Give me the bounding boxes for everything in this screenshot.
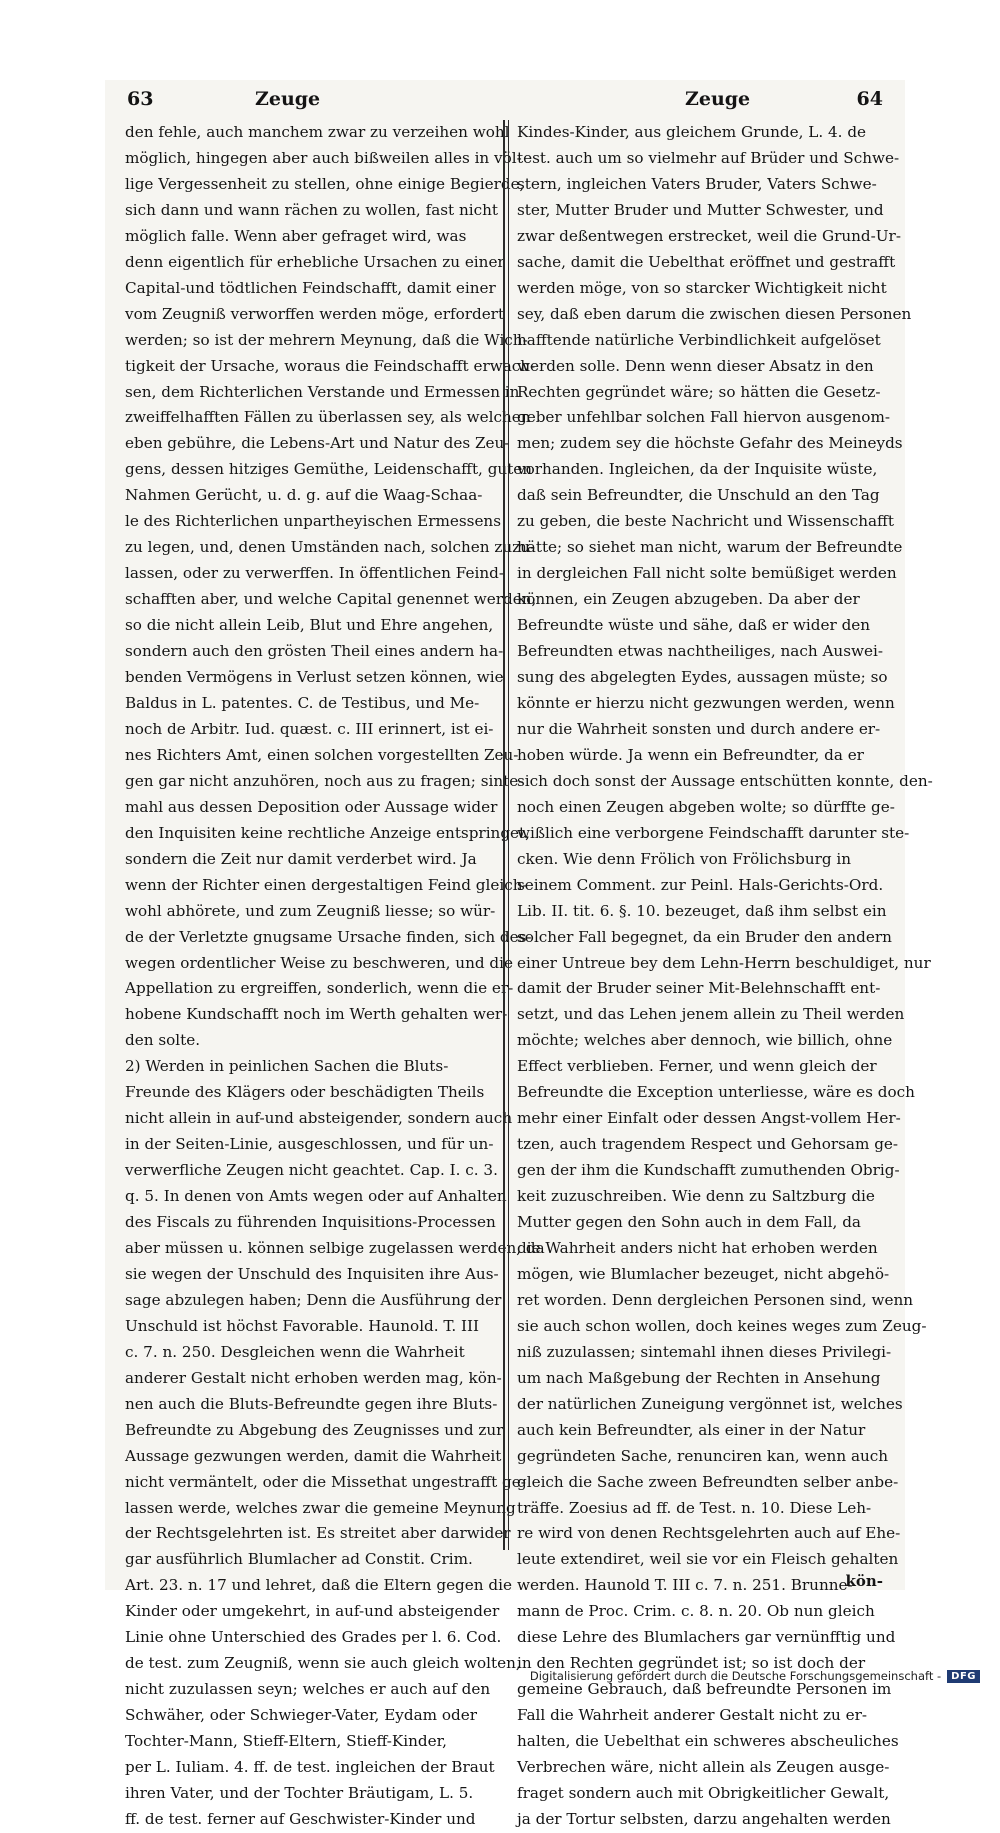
page-header [105, 88, 905, 122]
text-line: 2) Werden in peinlichen Sachen die Bluts- [125, 1057, 449, 1076]
text-line: Appellation zu ergreiffen, sonderlich, wenn die er- [125, 979, 514, 998]
text-line: nes Richters Amt, einen solchen vorgestellten Zeu- [125, 745, 519, 764]
text-line: daß sein Befreundter, die Unschuld an den Tag [517, 486, 880, 505]
text-line: werden; so ist der mehrern Meynung, daß die Wich- [125, 330, 528, 349]
text-line: Befreundte wüste und sähe, daß er wider den [517, 616, 871, 635]
text-line: die Wahrheit anders nicht hat erhoben werden [517, 1238, 878, 1257]
text-line: ster, Mutter Bruder und Mutter Schwester, und [517, 200, 884, 219]
text-line: gen gar nicht anzuhören, noch aus zu fragen; sinte- [125, 771, 524, 790]
text-line: Freunde des Klägers oder beschädigten Theils [125, 1083, 485, 1102]
text-line: Schwäher, oder Schwieger-Vater, Eydam oder [125, 1706, 477, 1725]
text-line: Befreundte zu Abgebung des Zeugnisses und zur [125, 1420, 504, 1439]
text-line: Aussage gezwungen werden, damit die Wahrheit [125, 1446, 502, 1465]
text-line: nicht allein in auf-und absteigender, sondern auch [125, 1109, 513, 1128]
text-line: in dergleichen Fall nicht solte bemüßiget werden [517, 564, 897, 583]
text-line: sie wegen der Unschuld des Inquisiten ihre Aus- [125, 1264, 499, 1283]
text-line: Linie ohne Unterschied des Grades per l. 6. Cod. [125, 1628, 502, 1647]
text-line: zu geben, die beste Nachricht und Wissenschafft [517, 512, 894, 531]
text-line: niß zuzulassen; sintemahl ihnen dieses Privilegi- [517, 1342, 892, 1361]
text-line: möglich, hingegen aber auch bißweilen alles in völ- [125, 148, 522, 167]
text-line: lige Vergessenheit zu stellen, ohne einige Begierde, [125, 174, 525, 193]
text-line: schafften aber, und welche Capital genennet werden, [125, 590, 537, 609]
text-line: zu legen, und, denen Umständen nach, solchen zuzu- [125, 538, 536, 557]
text-line: keit zuzuschreiben. Wie denn zu Saltzburg die [517, 1187, 875, 1206]
text-line: träffe. Zoesius ad ff. de Test. n. 10. Diese Leh- [517, 1498, 872, 1517]
text-line: der natürlichen Zuneigung vergönnet ist, welches [517, 1394, 903, 1413]
text-line: sen, dem Richterlichen Verstande und Ermessen in [125, 382, 520, 401]
text-line: ff. de test. ferner auf Geschwister-Kinder und [125, 1809, 476, 1828]
text-line: Baldus in L. patentes. C. de Testibus, und Me- [125, 693, 480, 712]
text-line: damit der Bruder seiner Mit-Belehnschafft ent- [517, 979, 881, 998]
text-line: Effect verblieben. Ferner, und wenn gleich der [517, 1057, 877, 1076]
text-line: sache, damit die Uebelthat eröffnet und gestrafft [517, 252, 896, 271]
text-line: gens, dessen hitziges Gemüthe, Leidenschafft, guten [125, 460, 533, 479]
text-line: möglich falle. Wenn aber gefraget wird, was [125, 226, 467, 245]
text-line: nur die Wahrheit sonsten und durch andere er- [517, 719, 881, 738]
text-line: lassen werde, welches zwar die gemeine Meynung [125, 1498, 516, 1517]
text-line: nicht zuzulassen seyn; welches er auch auf den [125, 1680, 491, 1699]
text-line: sondern auch den grösten Theil eines andern ha- [125, 642, 504, 661]
text-line: noch einen Zeugen abgeben wolte; so dürffte ge- [517, 797, 895, 816]
text-line: hobene Kundschafft noch im Werth gehalten wer- [125, 1005, 508, 1024]
left-text-column [125, 120, 545, 1828]
text-line: hätte; so siehet man nicht, warum der Befreundte [517, 538, 903, 557]
digitization-credit [530, 1669, 980, 1683]
text-line: solcher Fall begegnet, da ein Bruder den andern [517, 927, 892, 946]
text-line: in der Seiten-Linie, ausgeschlossen, und für un- [125, 1135, 494, 1154]
column-divider [503, 120, 509, 1550]
credit-text: Digitalisierung gefördert durch die Deutsche Forschungsgemeinschaft - [529, 1669, 942, 1683]
text-line: sich dann und wann rächen zu wollen, fast nicht [125, 200, 499, 219]
text-line: leute extendiret, weil sie vor ein Fleisch gehalten [517, 1550, 899, 1569]
text-line: könnte er hierzu nicht gezwungen werden, wenn [517, 693, 895, 712]
text-line: werden solle. Denn wenn dieser Absatz in den [517, 356, 874, 375]
text-line: Befreundte die Exception unterliesse, wäre es doch [517, 1083, 915, 1102]
text-line: seinem Comment. zur Peinl. Hals-Gerichts-Ord. [517, 875, 884, 894]
text-line: mann de Proc. Crim. c. 8. n. 20. Ob nun gleich [517, 1602, 875, 1621]
text-line: den solte. [125, 1031, 201, 1050]
text-line: gar ausführlich Blumlacher ad Constit. Crim. [125, 1550, 473, 1569]
text-line: zweiffelhafften Fällen zu überlassen sey, als welchen [125, 408, 531, 427]
text-line: Befreundten etwas nachtheiliges, nach Auswei- [517, 642, 883, 661]
running-title-left: Zeuge [255, 88, 321, 110]
text-line: der Rechtsgelehrten ist. Es streitet aber darwider [125, 1524, 511, 1543]
text-line: Rechten gegründet wäre; so hätten die Gesetz- [517, 382, 881, 401]
text-line: wißlich eine verborgene Feindschafft darunter ste- [517, 823, 910, 842]
text-line: aber müssen u. können selbige zugelassen werden, da [125, 1238, 545, 1257]
text-line: gemeine Gebrauch, daß befreundte Personen im [517, 1680, 892, 1699]
text-line: vorhanden. Ingleichen, da der Inquisite wüste, [517, 460, 878, 479]
text-line: ret worden. Denn dergleichen Personen sind, wenn [517, 1290, 914, 1309]
text-line: mahl aus dessen Deposition oder Aussage wider [125, 797, 498, 816]
running-title-right: Zeuge [685, 88, 751, 110]
text-line: sung des abgelegten Eydes, aussagen müste; so [517, 668, 888, 687]
text-line: vom Zeugniß verworffen werden möge, erfordert [125, 304, 505, 323]
text-line: ja der Tortur selbsten, darzu angehalten werden [517, 1809, 891, 1828]
text-line: le des Richterlichen unpartheyischen Ermessens [125, 512, 502, 531]
text-line: per L. Iuliam. 4. ff. de test. ingleichen der Braut [125, 1758, 495, 1777]
text-line: den Inquisiten keine rechtliche Anzeige entspringet, [125, 823, 530, 842]
text-line: gleich die Sache zween Befreundten selber anbe- [517, 1472, 899, 1491]
text-line: anderer Gestalt nicht erhoben werden mag, kön- [125, 1368, 502, 1387]
text-line: geber unfehlbar solchen Fall hiervon ausgenom- [517, 408, 890, 427]
text-line: test. auch um so vielmehr auf Brüder und Schwe- [517, 148, 900, 167]
text-line: um nach Maßgebung der Rechten in Ansehung [517, 1368, 881, 1387]
text-line: tigkeit der Ursache, woraus die Feindschafft erwach- [125, 356, 536, 375]
text-line: setzt, und das Lehen jenem allein zu Theil werden [517, 1005, 905, 1024]
text-line: werden. Haunold T. III c. 7. n. 251. Brunne- [517, 1576, 853, 1595]
text-line: wegen ordentlicher Weise zu beschweren, und die [125, 953, 513, 972]
text-line: Kindes-Kinder, aus gleichem Grunde, L. 4. de [517, 123, 867, 141]
text-line: noch de Arbitr. Iud. quæst. c. III erinnert, ist ei- [125, 719, 494, 738]
dfg-logo: DFG [947, 1670, 980, 1683]
text-line: re wird von denen Rechtsgelehrten auch auf Ehe- [517, 1524, 901, 1543]
text-line: Nahmen Gerücht, u. d. g. auf die Waag-Schaa- [125, 486, 483, 505]
text-line: Mutter gegen den Sohn auch in dem Fall, da [517, 1213, 861, 1232]
catchword: kön- [845, 1572, 883, 1590]
text-line: stern, ingleichen Vaters Bruder, Vaters Schwe- [517, 174, 877, 193]
text-line: tzen, auch tragendem Respect und Gehorsam ge- [517, 1135, 899, 1154]
text-line: wohl abhörete, und zum Zeugniß liesse; so wür- [125, 901, 496, 920]
text-line: Lib. II. tit. 6. §. 10. bezeuget, daß ihm selbst ein [517, 901, 887, 920]
text-line: können, ein Zeugen abzugeben. Da aber der [517, 590, 860, 609]
text-line: des Fiscals zu führenden Inquisitions-Processen [125, 1213, 496, 1232]
text-line: Unschuld ist höchst Favorable. Haunold. T. III [125, 1316, 479, 1335]
text-line: halten, die Uebelthat ein schweres abscheuliches [517, 1732, 899, 1751]
text-line: werden möge, von so starcker Wichtigkeit nicht [517, 278, 887, 297]
text-line: cken. Wie denn Frölich von Frölichsburg in [517, 849, 852, 868]
text-line: sie auch schon wollen, doch keines weges zum Zeug- [517, 1316, 927, 1335]
text-line: gen der ihm die Kundschafft zumuthenden Obrig- [517, 1161, 900, 1180]
text-line: gegründeten Sache, renunciren kan, wenn auch [517, 1446, 889, 1465]
text-line: lassen, oder zu verwerffen. In öffentlichen Feind- [125, 564, 504, 583]
text-line: mögen, wie Blumlacher bezeuget, nicht abgehö- [517, 1264, 890, 1283]
text-line: nicht vermäntelt, oder die Missethat ungestrafft ge- [125, 1472, 526, 1491]
text-line: de test. zum Zeugniß, wenn sie auch gleich wolten, [125, 1654, 521, 1673]
text-line: wenn der Richter einen dergestaltigen Feind gleich- [125, 875, 528, 894]
text-line: zwar deßentwegen erstrecket, weil die Grund-Ur- [517, 226, 901, 245]
text-line: Capital-und tödtlichen Feindschafft, damit einer [125, 278, 496, 297]
text-line: ihren Vater, und der Tochter Bräutigam, L. 5. [125, 1784, 474, 1802]
text-line: Verbrechen wäre, nicht allein als Zeugen ausge- [517, 1758, 890, 1777]
text-line: sondern die Zeit nur damit verderbet wird. Ja [125, 849, 477, 868]
text-line: q. 5. In denen von Amts wegen oder auf Anhalten [125, 1187, 507, 1206]
text-line: in den Rechten gegründet ist; so ist doch der [517, 1654, 866, 1673]
text-line: möchte; welches aber dennoch, wie billich, ohne [517, 1031, 893, 1050]
text-line: Art. 23. n. 17 und lehret, daß die Eltern gegen die [125, 1576, 512, 1595]
text-line: sey, daß eben darum die zwischen diesen Personen [517, 304, 912, 323]
page-number-right: 64 [856, 88, 883, 110]
text-line: de der Verletzte gnugsame Ursache finden, sich des- [125, 927, 532, 946]
text-line: fraget sondern auch mit Obrigkeitlicher Gewalt, [517, 1784, 890, 1802]
text-line: denn eigentlich für erhebliche Ursachen zu einer [125, 252, 505, 271]
text-line: verwerfliche Zeugen nicht geachtet. Cap. I. c. 3. [125, 1161, 498, 1180]
text-line: sage abzulegen haben; Denn die Ausführung der [125, 1290, 502, 1309]
text-line: sich doch sonst der Aussage entschütten konnte, den- [517, 771, 933, 790]
text-line: diese Lehre des Blumlachers gar vernünfftig und [517, 1628, 896, 1647]
text-line: hoben würde. Ja wenn ein Befreundter, da er [517, 745, 864, 764]
text-line: hafftende natürliche Verbindlichkeit aufgelöset [517, 330, 881, 349]
text-line: den fehle, auch manchem zwar zu verzeihen wohl [125, 123, 510, 141]
text-line: mehr einer Einfalt oder dessen Angst-vollem Her- [517, 1109, 901, 1128]
text-line: c. 7. n. 250. Desgleichen wenn die Wahrheit [125, 1342, 465, 1361]
text-line: eben gebühre, die Lebens-Art und Natur des Zeu- [125, 434, 510, 453]
text-line: men; zudem sey die höchste Gefahr des Meineyds [517, 434, 903, 453]
text-line: Kinder oder umgekehrt, in auf-und absteigender [125, 1602, 500, 1621]
text-line: auch kein Befreundter, als einer in der Natur [517, 1420, 866, 1439]
text-line: benden Vermögens in Verlust setzen können, wie [125, 668, 504, 687]
text-line: nen auch die Bluts-Befreundte gegen ihre Bluts- [125, 1394, 498, 1413]
text-line: Fall die Wahrheit anderer Gestalt nicht zu er- [517, 1706, 868, 1725]
text-line: einer Untreue bey dem Lehn-Herrn beschuldiget, nur [517, 953, 931, 972]
page-number-left: 63 [127, 88, 154, 110]
text-line: so die nicht allein Leib, Blut und Ehre angehen, [125, 616, 494, 635]
text-line: Tochter-Mann, Stieff-Eltern, Stieff-Kinder, [125, 1732, 447, 1751]
